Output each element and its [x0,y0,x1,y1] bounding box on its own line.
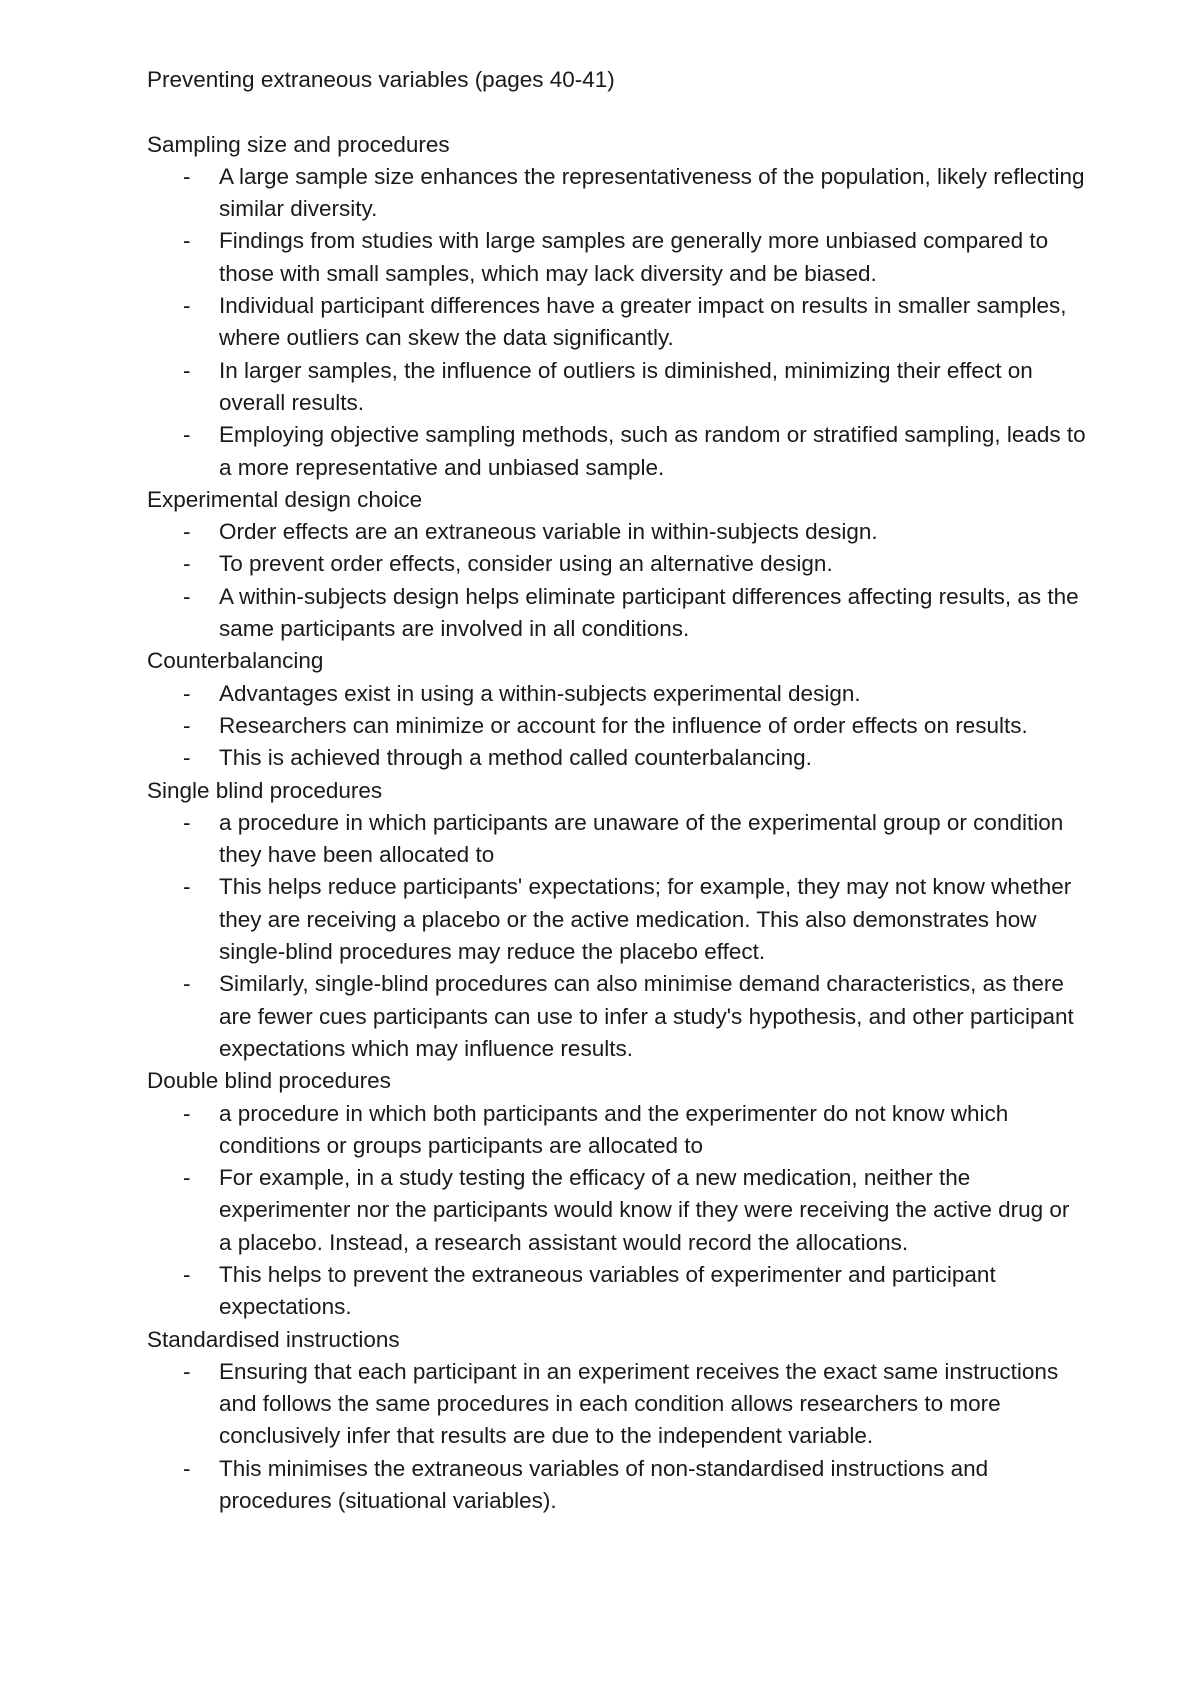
bullet-text: Findings from studies with large samples are generally more unbiased compared to those with small samples, which may lack diversity and be biased. [219,228,1049,286]
bullet-dash: - [183,1100,191,1126]
bullet-text: Ensuring that each participant in an experiment receives the exact same instructions and follows the same procedures in each condition allows researchers to more conclusively infer that results are due to the independent variable. [219,1358,1059,1449]
bullet-dash: - [183,163,191,189]
bullet-item [147,419,1087,484]
document-body [147,129,1087,1518]
bullet-item [147,710,1087,742]
bullet-text: Advantages exist in using a within-subjects experimental design. [219,680,861,706]
bullet-text: A within-subjects design helps eliminate participant differences affecting results, as the same participants are involved in all conditions. [219,583,1079,642]
bullet-dash: - [183,357,191,383]
bullet-item [147,548,1087,580]
bullet-text: In larger samples, the influence of outliers is diminished, minimizing their effect on overall results. [219,357,1033,415]
bullet-item [147,290,1087,355]
section-heading: Experimental design choice [147,486,423,512]
bullet-dash: - [183,1455,191,1481]
bullet-text: Similarly, single-blind procedures can also minimise demand characteristics, as there are fewer cues participants can use to infer a study's hypothesis, and other participant expectations which may influence results. [219,971,1074,1061]
bullet-list [147,516,1087,645]
bullet-item [147,355,1087,420]
bullet-dash: - [183,293,191,319]
bullet-text: This helps reduce participants' expectations; for example, they may not know whether they are receiving a placebo or the active medication. This also demonstrates how single-blind procedures may reduce the placebo effect. [219,874,1072,965]
bullet-dash: - [183,1358,191,1384]
bullet-dash: - [183,422,191,448]
bullet-list [147,678,1087,775]
bullet-item [147,581,1087,646]
bullet-list [147,161,1087,484]
bullet-text: For example, in a study testing the efficacy of a new medication, neither the experimenter nor the participants would know if they were receiving the active drug or a placebo. Instead, a research assistant would record the allocations. [219,1165,1070,1255]
bullet-dash: - [183,583,191,609]
bullet-item [147,161,1087,226]
bullet-list [147,1356,1087,1517]
bullet-text: Researchers can minimize or account for the influence of order effects on results. [219,712,1028,738]
bullet-item [147,1098,1087,1163]
bullet-text: a procedure in which participants are unaware of the experimental group or condition they have been allocated to [219,809,1064,868]
bullet-dash: - [183,1165,191,1191]
bullet-item [147,968,1087,1065]
bullet-text: a procedure in which both participants and the experimenter do not know which conditions or groups participants are allocated to [219,1100,1009,1158]
bullet-dash: - [183,745,191,771]
bullet-dash: - [183,228,191,254]
bullet-text: This is achieved through a method called counterbalancing. [219,745,812,771]
bullet-dash: - [183,680,191,706]
bullet-item [147,1162,1087,1259]
bullet-text: This helps to prevent the extraneous variables of experimenter and participant expectations. [219,1261,996,1320]
bullet-text: A large sample size enhances the representativeness of the population, likely reflecting similar diversity. [219,163,1085,222]
bullet-dash: - [183,712,191,738]
bullet-text: To prevent order effects, consider using an alternative design. [219,551,833,577]
bullet-text: This minimises the extraneous variables of non-standardised instructions and procedures (situational variables). [219,1455,989,1514]
document-page [147,64,1087,1517]
bullet-item [147,678,1087,710]
bullet-item [147,742,1087,774]
bullet-text: Order effects are an extraneous variable in within-subjects design. [219,519,878,545]
section-heading: Counterbalancing [147,648,324,674]
bullet-dash: - [183,551,191,577]
bullet-dash: - [183,809,191,835]
bullet-item [147,1356,1087,1453]
document-title: Preventing extraneous variables (pages 40-41) [147,67,615,92]
bullet-item [147,225,1087,290]
section-heading: Sampling size and procedures [147,131,450,157]
bullet-dash: - [183,971,191,997]
bullet-dash: - [183,1261,191,1287]
bullet-item [147,871,1087,968]
bullet-dash: - [183,519,191,545]
bullet-item [147,1259,1087,1324]
bullet-item [147,807,1087,872]
bullet-text: Individual participant differences have a greater impact on results in smaller samples, where outliers can skew the data significantly. [219,293,1067,351]
bullet-dash: - [183,874,191,900]
bullet-list [147,1098,1087,1324]
section-heading: Standardised instructions [147,1326,400,1352]
section-heading: Single blind procedures [147,777,383,803]
bullet-list [147,807,1087,1065]
section-heading: Double blind procedures [147,1068,391,1094]
bullet-text: Employing objective sampling methods, such as random or stratified sampling, leads to a more representative and unbiased sample. [219,422,1086,480]
bullet-item [147,516,1087,548]
bullet-item [147,1453,1087,1518]
